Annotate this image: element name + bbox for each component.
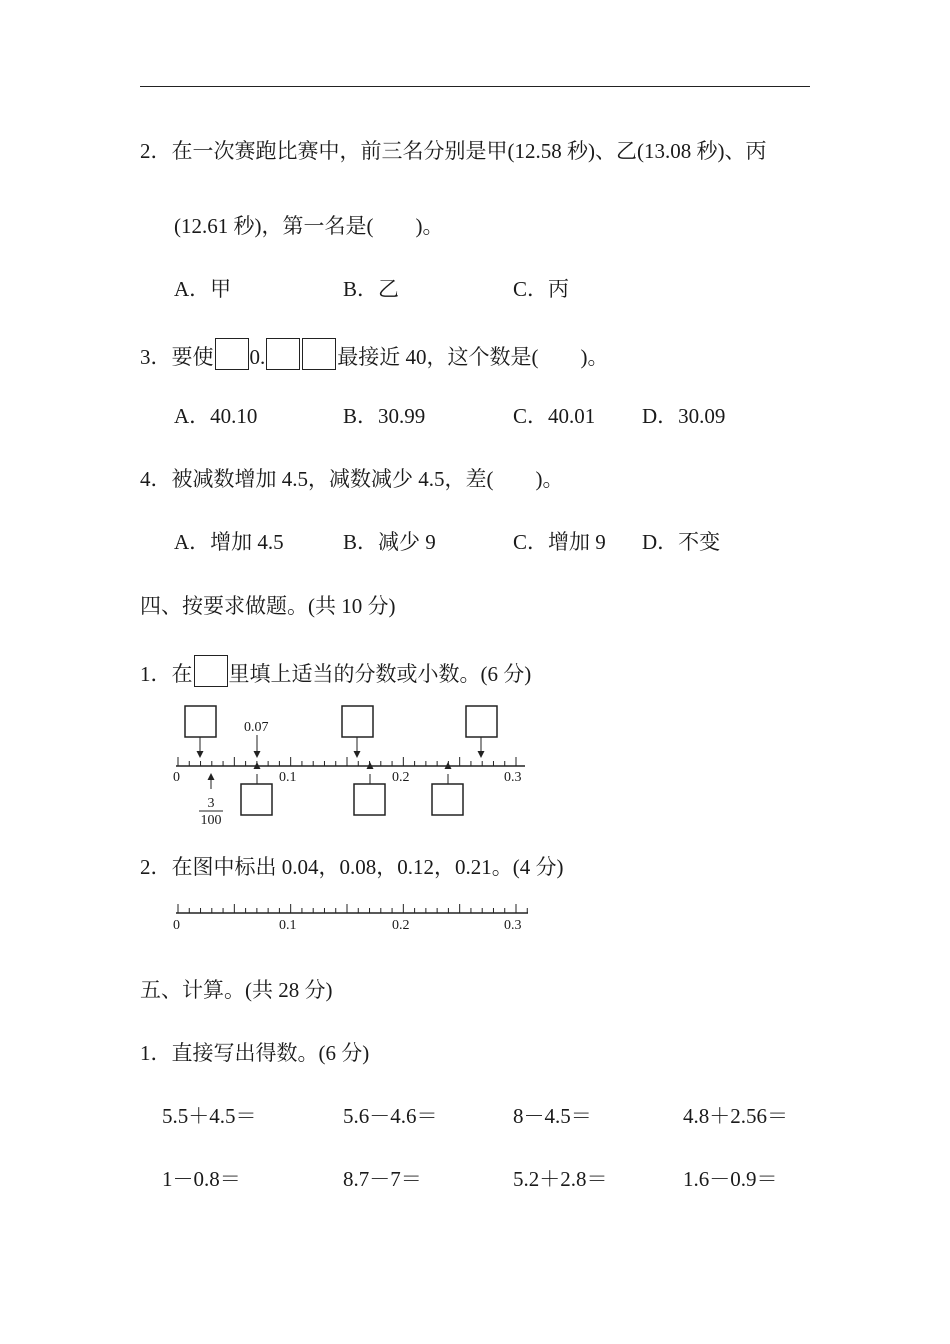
section4-title: 四、按要求做题。(共 10 分) [140,594,396,618]
section4-q1-box [194,655,228,687]
number-line-2 [0,895,950,940]
section4-q2: 2．在图中标出 0.04，0.08，0.12，0.21。(4 分) [140,855,564,879]
nl1-arrowhead-top-2 [354,751,361,758]
calc-r2-c4: 1.6－0.9＝ [683,1167,778,1191]
q3-prefix: 3．要使 [140,345,214,369]
section5-title: 五、计算。(共 28 分) [140,978,333,1002]
q3-blank-box-1 [215,338,249,370]
q4-line: 4．被减数增加 4.5，减数减少 4.5，差( )。 [140,467,564,491]
calc-r2-c2: 8.7－7＝ [343,1167,422,1191]
q2-option-a[interactable]: A．甲 [174,277,232,301]
nl1-fraction-num: 3 [207,796,215,811]
nl2-label-0.1: 0.1 [279,918,297,933]
q4-option-c[interactable]: C．增加 9 [513,530,606,554]
nl1-fraction-den: 100 [200,813,222,828]
nl1-answer-box-top-2[interactable] [342,706,373,737]
number-line-1-ticks [178,757,516,766]
calc-r1-c2: 5.6－4.6＝ [343,1104,438,1128]
nl1-arrowhead-decimal [254,751,261,758]
q3-line [140,338,609,371]
nl1-label-0.3: 0.3 [504,770,522,785]
q3-option-b[interactable]: B．30.99 [343,404,426,428]
calc-r1-c3: 8－4.5＝ [513,1104,592,1128]
number-line-2-ticks [178,904,527,913]
q3-blank-box-3 [302,338,336,370]
q3-option-c[interactable]: C．40.01 [513,404,596,428]
q4-option-b[interactable]: B．减少 9 [343,530,436,554]
nl1-answer-box-bottom-3[interactable] [432,784,463,815]
q3-suffix: 最接近 40，这个数是( )。 [337,345,609,369]
nl1-label-0: 0 [173,770,180,785]
q3-decimal-point: 0. [249,345,266,369]
q2-line1: 2．在一次赛跑比赛中，前三名分别是甲(12.58 秒)、乙(13.08 秒)、丙 [140,139,767,163]
nl1-label-0.2: 0.2 [392,770,410,785]
section5-q1: 1．直接写出得数。(6 分) [140,1041,370,1065]
section4-q1-suffix: 里填上适当的分数或小数。(6 分) [228,662,532,686]
q4-option-d[interactable]: D．不变 [642,530,721,554]
nl1-answer-box-bottom-1[interactable] [241,784,272,815]
nl1-arrowhead-top-1 [197,751,204,758]
nl1-answer-box-bottom-2[interactable] [354,784,385,815]
nl1-given-decimal: 0.07 [244,720,269,735]
section4-q1 [140,655,531,688]
calc-r1-c1: 5.5＋4.5＝ [162,1104,257,1128]
calc-r2-c3: 5.2＋2.8＝ [513,1167,608,1191]
nl1-answer-box-top-3[interactable] [466,706,497,737]
section4-q1-prefix: 1．在 [140,662,193,686]
header-rule [140,86,810,87]
nl2-label-0.3: 0.3 [504,918,522,933]
q2-option-c[interactable]: C．丙 [513,277,570,301]
calc-r2-c1: 1－0.8＝ [162,1167,241,1191]
nl1-arrowhead-fraction [208,773,215,780]
nl1-answer-box-top-1[interactable] [185,706,216,737]
q4-option-a[interactable]: A．增加 4.5 [174,530,284,554]
calc-r1-c4: 4.8＋2.56＝ [683,1104,788,1128]
nl2-label-0: 0 [173,918,180,933]
nl1-label-0.1: 0.1 [279,770,297,785]
q3-option-d[interactable]: D．30.09 [642,404,726,428]
q2-option-b[interactable]: B．乙 [343,277,400,301]
q3-blank-box-2 [266,338,300,370]
nl2-label-0.2: 0.2 [392,918,410,933]
q3-option-a[interactable]: A．40.10 [174,404,258,428]
nl1-arrowhead-top-3 [478,751,485,758]
number-line-1 [0,690,950,830]
q2-line2: (12.61 秒)，第一名是( )。 [174,214,444,238]
